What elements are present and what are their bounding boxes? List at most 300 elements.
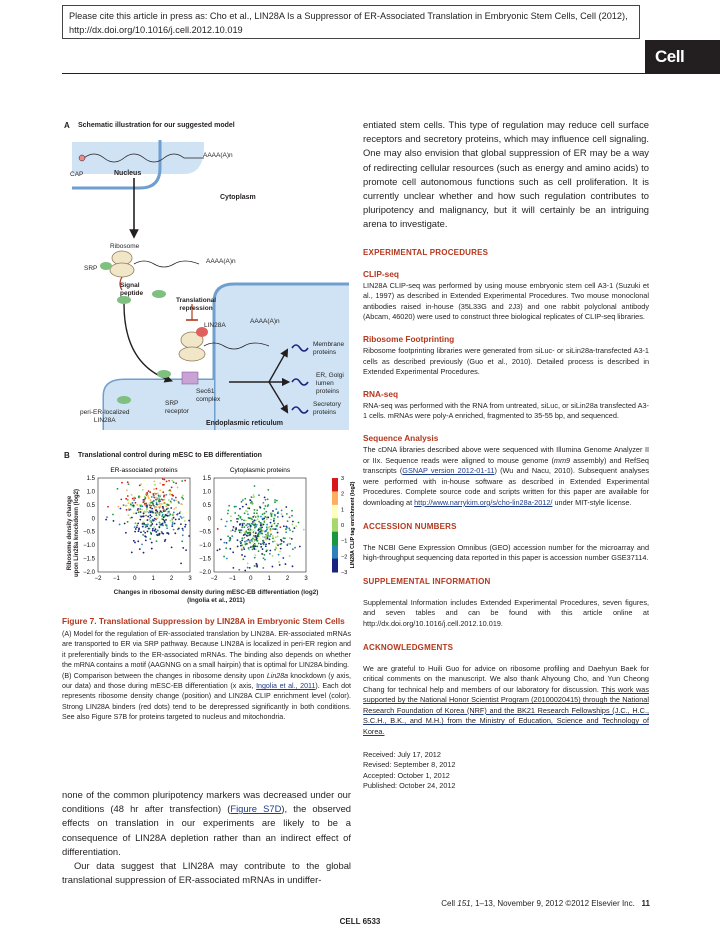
scatter-point (244, 543, 246, 545)
scatter-point (173, 517, 175, 519)
scatter-point (163, 516, 165, 518)
scatter-point (173, 513, 175, 515)
colorbar-tick: 3 (341, 476, 345, 482)
caption-title: Figure 7. Translational Suppression by LIN28A in Embryonic Stem Cells (62, 616, 345, 626)
xtick-1-0: −2 (210, 576, 218, 582)
scatter-point (271, 515, 273, 517)
scatter-point (173, 499, 175, 501)
gsnap-link[interactable]: GSNAP version 2012-01-11 (402, 466, 495, 476)
label-membrane-proteins: Membrane proteins (313, 341, 345, 356)
scatter-point (128, 502, 130, 504)
scatter-point (229, 548, 231, 550)
scatter-point (269, 553, 271, 555)
scatter-point (284, 566, 286, 568)
scatter-point (182, 547, 184, 549)
scatter-point (230, 515, 232, 517)
scatter-point (179, 512, 181, 514)
scatter-point (281, 513, 283, 515)
scatter-point (162, 520, 164, 522)
caption-ref-link[interactable]: Ingolia et al., 2011 (256, 682, 316, 691)
scatter-point (263, 513, 265, 515)
scatter-point (269, 535, 271, 537)
scatter-point (303, 529, 305, 531)
scatter-point (146, 508, 148, 510)
scatter-point (142, 526, 144, 528)
scatter-point (241, 545, 243, 547)
scatter-point (134, 497, 136, 499)
scatter-point (258, 494, 260, 496)
xtick-1-5: 3 (304, 576, 308, 582)
scatter-point (279, 564, 281, 566)
scatter-point (283, 525, 285, 527)
scatter-point (143, 487, 145, 489)
scatter-point (148, 490, 150, 492)
scatter-point (272, 484, 274, 486)
scatter-point (149, 503, 151, 505)
citation-box (62, 5, 640, 39)
scatter-point (156, 540, 158, 542)
scatter-point (263, 539, 265, 541)
ytick-1-1: 1.0 (202, 489, 211, 496)
scatter-point (261, 526, 263, 528)
scatter-point (164, 510, 166, 512)
scatter-point (266, 516, 268, 518)
scatter-point (162, 533, 164, 535)
scatter-point (274, 514, 276, 516)
scatter-point (260, 546, 262, 548)
scatter-point (128, 505, 130, 507)
scatter-point (149, 495, 151, 497)
acknowledgments-body: We are grateful to Huili Guo for advice on ribosome profiling and Daehyun Baek for critical comments on the manuscript. We also thank Ahyoung Cho, and Yun Cheong Chang for technical help and members of our laboratory for discussion. This work was supported by the National Honor Scientist Program (20100020415) through the National Research Foundation of Korea (NRF) and the BK21 Research Fellowships (J.C., H.C., S.C.H., B.K., and M.H.) from the Ministry of Education, Science and Technology of Korea. (363, 663, 649, 737)
scatter-point (243, 523, 245, 525)
scatter-point (127, 499, 129, 501)
scatter-point (299, 510, 301, 512)
scatter-point (241, 559, 243, 561)
scatter-point (119, 524, 121, 526)
colorbar-segment (332, 505, 338, 519)
scatter-point (148, 497, 150, 499)
colorbar-segment (332, 491, 338, 505)
scatter-point (218, 524, 220, 526)
scatter-point (256, 511, 258, 513)
scatter-point (171, 525, 173, 527)
scatter-point (160, 495, 162, 497)
scatter-point (254, 531, 256, 533)
scatter-point (241, 554, 243, 556)
scatter-point (285, 506, 287, 508)
scatter-point (132, 498, 134, 500)
scatter-point (267, 489, 269, 491)
accepted-date: Accepted: October 1, 2012 (363, 770, 450, 780)
scatter-point (133, 499, 135, 501)
figure-caption (62, 616, 351, 723)
scatter-point (161, 515, 163, 517)
scatter-point (270, 533, 272, 535)
rna-seq-heading: RNA-seq (363, 388, 399, 399)
scatter-point (106, 516, 108, 518)
scatter-point (170, 514, 172, 516)
accession-heading: ACCESSION NUMBERS (363, 521, 457, 531)
scatter-point (223, 556, 225, 558)
scatter-point (239, 508, 241, 510)
label-lin28a: LIN28A (204, 322, 226, 329)
scatter-point (281, 540, 283, 542)
scatter-point (281, 535, 283, 537)
scatter-xref: (Ingolia et al., 2011) (187, 597, 245, 604)
xtick-1-1: −1 (228, 576, 236, 582)
scatter-point (232, 567, 234, 569)
scatter-point (172, 523, 174, 525)
scatter-point (139, 508, 141, 510)
scatter-point (242, 525, 244, 527)
label-srp-receptor: SRP receptor (165, 400, 189, 415)
scatter-point (127, 481, 129, 483)
scatter-point (269, 514, 271, 516)
scatter-point (291, 538, 293, 540)
scatter-point (241, 526, 243, 528)
left-paragraph-2: Our data suggest that LIN28A may contribute to the global translational suppression of ER-associated mRNAs in undiffer- (62, 860, 351, 886)
scatter-point (298, 522, 300, 524)
scatter-point (253, 520, 255, 522)
scatter-point (267, 536, 269, 538)
scatter-point (263, 554, 265, 556)
scatter-point (277, 532, 279, 534)
scatter-point (141, 505, 143, 507)
ytick-1-3: 0 (207, 516, 211, 523)
scatter-point (156, 511, 158, 513)
scatter-point (178, 518, 180, 520)
scatter-point (227, 510, 229, 512)
scatter-point (158, 513, 160, 515)
scatter-point (175, 499, 177, 501)
scatter-point (143, 516, 145, 518)
scatter-point (228, 505, 230, 507)
colorbar-segment (332, 518, 338, 532)
scatter-point (151, 496, 153, 498)
scatter-point (276, 500, 278, 502)
scatter-point (262, 518, 264, 520)
scatter-point (166, 508, 168, 510)
scatter-point (164, 504, 166, 506)
scatter-point (158, 501, 160, 503)
scatter-point (158, 506, 160, 508)
scatter-point (145, 501, 147, 503)
scatter-point (136, 516, 138, 518)
scatter-point (258, 543, 260, 545)
scatter-point (262, 513, 264, 515)
scatter-point (150, 525, 152, 527)
scatter-point (141, 508, 143, 510)
scatter-point (152, 528, 154, 530)
scatter-point (265, 499, 267, 501)
scatter-point (242, 499, 244, 501)
panel-title-0: ER-associated proteins (110, 467, 178, 474)
label-secretory-proteins: Secretory proteins (313, 401, 341, 416)
scatter-point (246, 540, 248, 542)
scatter-point (244, 538, 246, 540)
scatter-point (147, 516, 149, 518)
scatter-point (121, 482, 123, 484)
scatter-point (134, 542, 136, 544)
caption-b: (B) Comparison between the changes in ribosome density upon Lin28a knockdown (y axis, our data) and those during mESC-EB differentiation (x axis, Ingolia et al., 2011). Each dot represents ribosome density change (position) and LIN28A CLIP enrichment level (color). Strong LIN28A binders (red dots) tend to be derepressed significantly in both conditions. See also Figure S7B for proteins targeted to nucleus and mitochondria. (62, 671, 351, 722)
ribosome-footprinting-body: Ribosome footprinting libraries were generated from siLuc- or siLin28a-transfected A3-1 cells as described previously (Guo et al., 2010). Detailed process is described in Extended Experimental Procedures. (363, 346, 649, 377)
scatter-point (165, 514, 167, 516)
scatter-point (250, 499, 252, 501)
scatter-point (178, 493, 180, 495)
scatter-point (233, 528, 235, 530)
scatter-point (240, 542, 242, 544)
scatter-point (156, 523, 158, 525)
scatter-point (157, 516, 159, 518)
scatter-point (180, 523, 182, 525)
scatter-point (126, 505, 128, 507)
scatter-point (256, 545, 258, 547)
ytick-1-6: −1.5 (199, 556, 211, 563)
scatter-point (131, 517, 133, 519)
scatter-point (117, 488, 119, 490)
scatter-point (234, 512, 236, 514)
scatter-point (165, 494, 167, 496)
scatter-point (162, 478, 164, 480)
scatter-point (124, 523, 126, 525)
scatter-point (227, 535, 229, 537)
scatter-point (120, 499, 122, 501)
panel-title-1: Cytoplasmic proteins (229, 467, 291, 474)
scatter-point (162, 506, 164, 508)
ytick-0-6: −1.5 (83, 556, 95, 563)
scatter-point (181, 480, 183, 482)
scatter-point (272, 535, 274, 537)
scatter-point (282, 516, 284, 518)
scatter-point (260, 516, 262, 518)
scatter-point (125, 532, 127, 534)
scatter-point (229, 537, 231, 539)
scatter-point (266, 513, 268, 515)
label-signal-peptide: Signal peptide (120, 282, 144, 297)
scatter-point (272, 528, 274, 530)
scatter-point (251, 527, 253, 529)
scatter-point (280, 507, 282, 509)
scatter-point (268, 543, 270, 545)
scatter-point (289, 529, 291, 531)
scatter-point (245, 524, 247, 526)
scatter-point (274, 501, 276, 503)
scatter-point (258, 521, 260, 523)
scatter-point (173, 508, 175, 510)
scatter-point (253, 494, 255, 496)
scatter-point (182, 528, 184, 530)
scatter-point (280, 548, 282, 550)
scatter-point (163, 484, 165, 486)
panel-b-label: B (64, 451, 70, 460)
scatter-point (162, 502, 164, 504)
scatter-point (151, 523, 153, 525)
scatter-point (159, 489, 161, 491)
right-column (363, 118, 649, 792)
scatter-point (267, 505, 269, 507)
scatter-point (278, 561, 280, 563)
panel-a-label: A (64, 121, 70, 130)
scatter-point (143, 512, 145, 514)
colorbar-tick: −2 (341, 554, 348, 561)
colorbar-segment (332, 545, 338, 559)
received-date: Received: July 17, 2012 (363, 749, 441, 759)
scatter-point (129, 517, 131, 519)
scatter-point (170, 507, 172, 509)
scatter-point (180, 503, 182, 505)
scatter-point (185, 549, 187, 551)
page-number: 11 (641, 899, 650, 908)
scatter-point (182, 524, 184, 526)
ribosome-footprinting-heading: Ribosome Footprinting (363, 334, 455, 344)
scatter-point (244, 498, 246, 500)
scatter-point (166, 503, 168, 505)
scatter-point (241, 512, 243, 514)
scatter-point (146, 525, 148, 527)
scatter-point (265, 539, 267, 541)
scatter-point (173, 511, 175, 513)
scatter-point (155, 531, 157, 533)
scatter-point (267, 498, 269, 500)
scatter-point (244, 502, 246, 504)
scatter-point (225, 525, 227, 527)
scatter-point (274, 523, 276, 525)
scatter-point (283, 537, 285, 539)
scatter-point (137, 540, 139, 542)
scatter-point (257, 515, 259, 517)
scatter-point (142, 521, 144, 523)
scatter-point (133, 506, 135, 508)
scatter-point (278, 550, 280, 552)
supplemental-heading: SUPPLEMENTAL INFORMATION (363, 576, 491, 586)
scatter-point (264, 516, 266, 518)
scatter-point (140, 516, 142, 518)
scatter-point (164, 523, 166, 525)
scatter-point (181, 540, 183, 542)
scatter-point (142, 501, 144, 503)
scatter-point (266, 524, 268, 526)
scatter-point (164, 479, 166, 481)
scatter-point (126, 509, 128, 511)
citation-line-2[interactable]: http://dx.doi.org/10.1016/j.cell.2012.10.019 (69, 25, 243, 35)
scatter-point (253, 524, 255, 526)
scatter-point (153, 500, 155, 502)
scatter-point (138, 511, 140, 513)
scatter-point (148, 512, 150, 514)
scatter-point (251, 501, 253, 503)
scatter-point (164, 540, 166, 542)
scatter-point (153, 526, 155, 528)
clip-seq-heading: CLIP-seq (363, 268, 399, 279)
scatter-point (256, 538, 258, 540)
scatter-point (247, 562, 249, 564)
scatter-point (238, 529, 240, 531)
scatter-point (270, 522, 272, 524)
xtick-1-4: 2 (285, 576, 290, 582)
scatter-point (180, 516, 182, 518)
scatter-point (135, 502, 137, 504)
scatter-point (256, 512, 258, 514)
scatter-point (150, 533, 152, 535)
xtick-0-4: 2 (169, 576, 174, 582)
scatter-point (151, 542, 153, 544)
scatter-point (264, 559, 266, 561)
scatter-point (241, 498, 243, 500)
scatter-point (149, 528, 151, 530)
scatter-point (165, 519, 167, 521)
scatter-point (250, 517, 252, 519)
scatter-point (143, 552, 145, 554)
scatter-point (262, 548, 264, 550)
scatter-point (226, 521, 228, 523)
label-sec61: Sec61 complex (196, 388, 221, 403)
scatter-point (123, 504, 125, 506)
colorbar-tick: 0 (341, 523, 345, 529)
scatter-point (286, 527, 288, 529)
scatter-point (275, 546, 277, 548)
figure-s7d-link[interactable]: Figure S7D (230, 803, 282, 815)
ytick-1-2: 0.5 (202, 502, 211, 509)
scatter-point (112, 514, 114, 516)
scatter-point (260, 538, 262, 540)
scatter-point (292, 548, 294, 550)
scatter-point (273, 520, 275, 522)
label-er: Endoplasmic reticulum (206, 420, 284, 427)
scatter-point (162, 491, 164, 493)
scatter-point (268, 526, 270, 528)
ytick-1-4: −0.5 (199, 529, 211, 536)
scatter-point (167, 513, 169, 515)
scatter-point (240, 491, 242, 493)
scatter-point (216, 549, 218, 551)
scatter-point (241, 501, 243, 503)
scatter-point (277, 518, 279, 520)
xtick-0-1: −1 (112, 576, 120, 582)
scatter-point (223, 542, 225, 544)
journal-logo: Cell (645, 40, 720, 74)
scatter-point (278, 554, 280, 556)
xtick-0-0: −2 (94, 576, 102, 582)
scatter-point (253, 512, 255, 514)
scatter-point (166, 527, 168, 529)
scatter-point (260, 530, 262, 532)
revised-date: Revised: September 8, 2012 (363, 760, 456, 770)
source-code-link[interactable]: http://www.narrykim.org/s/cho-lin28a-2012/ (414, 497, 553, 507)
scatter-point (257, 540, 259, 542)
ytick-0-3: 0 (91, 516, 95, 523)
scatter-point (272, 566, 274, 568)
scatter-point (285, 531, 287, 533)
scatter-point (154, 484, 156, 486)
scatter-point (252, 542, 254, 544)
scatter-point (164, 482, 166, 484)
scatter-point (173, 529, 175, 531)
scatter-point (168, 499, 170, 501)
label-polya-1: AAAA(A)n (203, 152, 233, 159)
scatter-point (127, 521, 129, 523)
scatter-point (289, 555, 291, 557)
scatter-point (242, 558, 244, 560)
scatter-point (166, 525, 168, 527)
scatter-point (220, 518, 222, 520)
scatter-point (230, 530, 232, 532)
scatter-point (265, 511, 267, 513)
scatter-point (274, 549, 276, 551)
scatter-point (243, 526, 245, 528)
left-paragraph-1: none of the common pluripotency markers was decreased under our conditions (48 hr after transfection) (Figure S7D), the observed effects on translation in our experiments are likely to be a consequence of LIN28A depletion rather than an indirect effect of differentiation. (62, 789, 352, 857)
scatter-point (153, 495, 155, 497)
scatter-point (271, 526, 273, 528)
